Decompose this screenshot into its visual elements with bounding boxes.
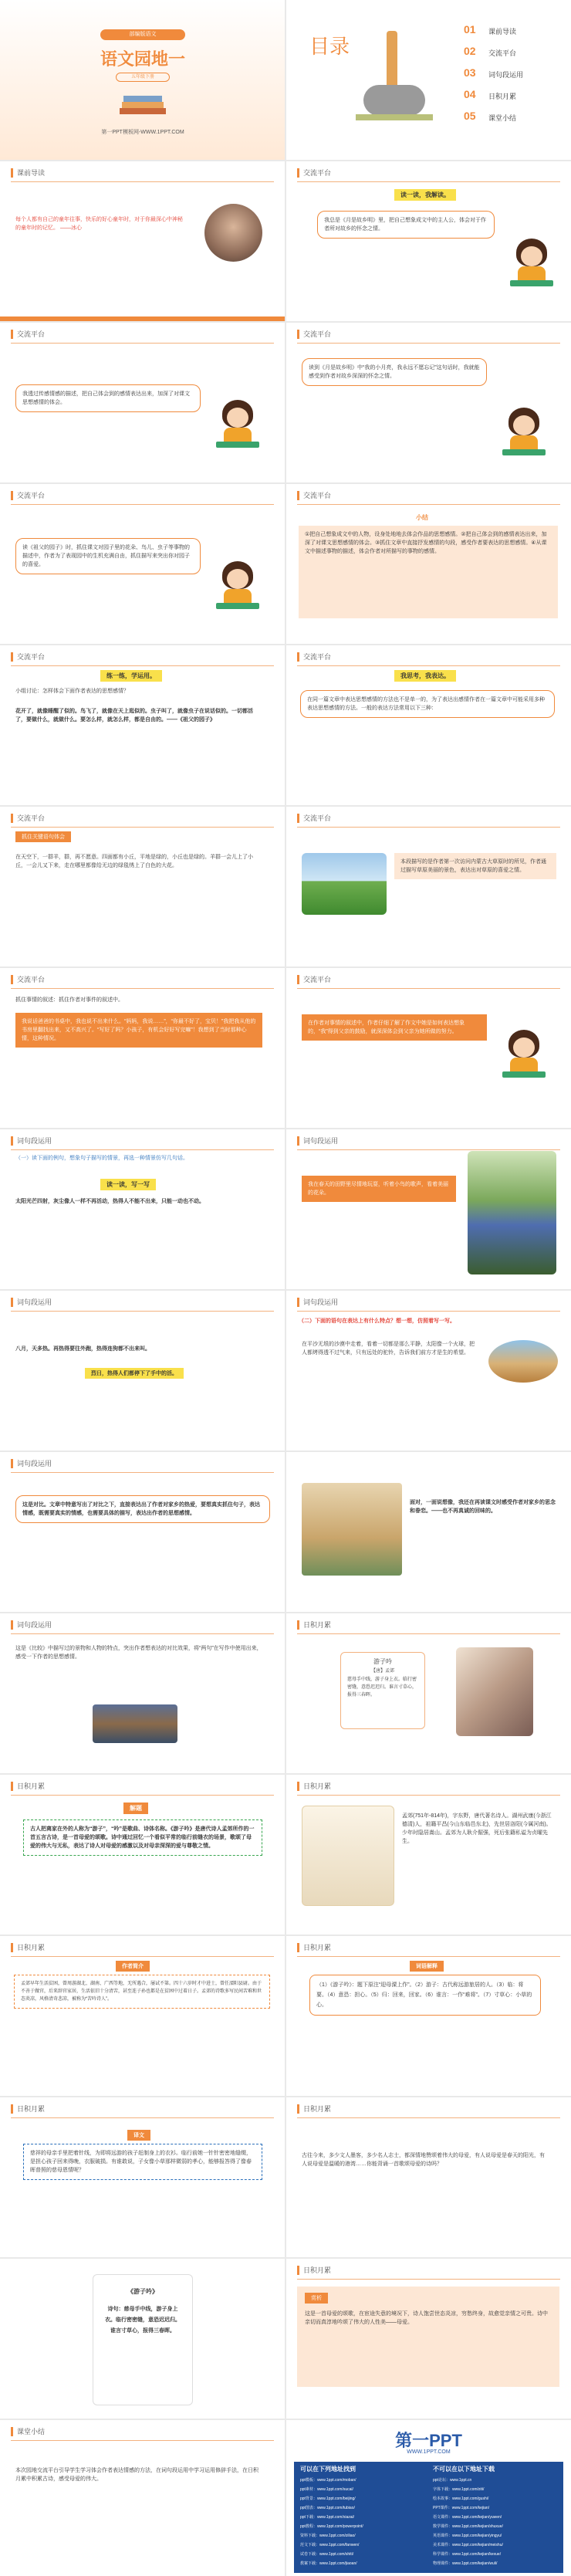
toc-item-2[interactable]: 交流平台 bbox=[488, 49, 517, 57]
slide-header bbox=[0, 2425, 285, 2439]
slide-exchange-9[interactable] bbox=[0, 968, 285, 1128]
toc-num-3: 03 bbox=[464, 66, 476, 79]
slide-daily-5[interactable] bbox=[286, 1936, 571, 2096]
grassland-photo bbox=[302, 853, 387, 915]
section-title: 课堂小结 bbox=[17, 2428, 46, 2436]
slide-header bbox=[0, 811, 285, 825]
ad-link[interactable]: 范文下载：www.1ppt.com/fanwen/ bbox=[300, 2543, 360, 2547]
section-title: 词句段运用 bbox=[17, 1621, 52, 1629]
translation-box: 慈祥的母亲手里把着针线，为即将远游的孩子赶制身上的衣衫。临行前她一针针密密地缝缀，是担心孩子回来得晚，衣服破损。有谁敢说，子女像小草那样微弱的孝心，能够报答得了像春晖普照的慈母恩情呢？ bbox=[23, 2144, 262, 2180]
intro-photo bbox=[204, 204, 262, 262]
exchange-text-box: 我透过传感情感的描述，把自己体会到的感情表达出来，加深了对课文思想感情的体会。 bbox=[15, 384, 201, 412]
section-title: 交流平台 bbox=[303, 330, 332, 338]
slide-words-1[interactable] bbox=[0, 1129, 285, 1289]
appreciation-badge: 赏析 bbox=[305, 2293, 328, 2304]
slide-exchange-4[interactable] bbox=[0, 484, 285, 644]
ad-link[interactable]: ppt素材：www.1ppt.com/sucai/ bbox=[300, 2487, 353, 2492]
section-title: 交流平台 bbox=[303, 814, 332, 822]
poem-title: 游子吟 bbox=[373, 1658, 392, 1665]
slide-header bbox=[286, 1295, 571, 1309]
slide-header bbox=[286, 2263, 571, 2277]
slide-header bbox=[0, 1134, 285, 1148]
section-title: 词句段运用 bbox=[17, 1137, 52, 1145]
slide-header bbox=[286, 327, 571, 341]
slide-cover[interactable] bbox=[0, 0, 285, 160]
example-sentence: 在平沙无垠的沙漠中走着，看着一切都是那么平静，太阳像一个火球，把人都烤得透不过气来，只有远处的驼铃，告诉我们前方才是生的希望。 bbox=[302, 1342, 475, 1356]
method-intro: 抓住事情的叙述：抓住作者对事件的叙述中。 bbox=[15, 997, 123, 1003]
slide-header bbox=[286, 811, 571, 825]
cover-grade: 五年级下册 bbox=[116, 73, 170, 82]
poem-author: 【唐】孟郊 bbox=[370, 1669, 394, 1674]
poet-bio: 孟郊(751年-814年)，字东野，唐代著名诗人。湖州武康(今浙江德清)人，祖籍平昌(今山东临邑东北)，先世居洛阳(今属河南)。少年时隐居嵩山。孟郊为人耿介倔强，死后张籍私谥为贞曜先生。 bbox=[402, 1813, 552, 1844]
ad-link[interactable]: 英语课件：www.1ppt.com/kejian/yingyu/ bbox=[433, 2534, 502, 2538]
activity-badge: 我思考，我表达。 bbox=[394, 670, 456, 682]
vocab-badge: 词语解释 bbox=[410, 1961, 444, 1972]
slide-daily-1[interactable] bbox=[286, 1613, 571, 1773]
slide-daily-6[interactable] bbox=[0, 2097, 285, 2257]
translation-badge: 译文 bbox=[127, 2130, 150, 2141]
slide-ad[interactable] bbox=[286, 2420, 571, 2576]
discussion-text: 古往今来，多少文人墨客，多少名人志士，都深情地赞颂着伟大的母爱，有人说母爱是春天的阳光，有人说母爱是温暖的港湾……你能背诵一首歌颂母爱的诗吗？ bbox=[302, 2153, 545, 2167]
slide-header bbox=[0, 1618, 285, 1632]
vocab-list: （1）《游子吟》：题下原注“迎母溧上作”。（2）游子：古代称远游旅居的人。（3）临：将要。（4）意恐：担心。（5）归：回来，回家。（6）谁言：一作“难将”。（7）寸草心：小草的心。 bbox=[309, 1975, 541, 2016]
section-title: 日积月累 bbox=[303, 2105, 332, 2113]
slide-exchange-2[interactable] bbox=[0, 323, 285, 482]
student-illustration bbox=[510, 239, 553, 288]
toc-title: 目录 bbox=[309, 35, 350, 58]
passage-text: 在天空下，一群羊，群，再不愿意。四面都有小丘，平地是绿的，小丘也是绿的。羊群一会儿上了小丘，一会儿又下来，走在哪里都像给无边的绿毯绣上了白色的大花。 bbox=[15, 855, 253, 868]
section-title: 交流平台 bbox=[17, 492, 46, 499]
exchange-text-box: 读《祖父的园子》时，抓住课文对园子里的花朵、鸟儿、虫子等事物的描述中，作者为了表现园中的生机充满自由，抓住描写来突出你对园子的喜爱。 bbox=[15, 538, 201, 574]
slide-header bbox=[286, 650, 571, 664]
slide-header bbox=[286, 1941, 571, 1955]
exchange-text-box: 我总是《月是故乡明》里，把自己想象成文中的主人公，体会对于作者所对故乡的怀念之情。 bbox=[317, 211, 495, 239]
section-title: 词句段运用 bbox=[303, 1137, 339, 1145]
exercise-question: （一）读下面的例句，想象句子描写的情景，再选一种情景仿写几句话。 bbox=[15, 1156, 188, 1161]
poem-scroll-title: 《游子吟》 bbox=[127, 2288, 158, 2295]
section-title: 日积月累 bbox=[17, 1782, 46, 1790]
slide-header bbox=[286, 489, 571, 503]
intro-quote: 每个人都有自己的童年往事，快乐的好心童年时，对于你最深心中神秘的童年时的记忆。 ——冰心 bbox=[15, 217, 183, 231]
flower-photo bbox=[468, 1151, 556, 1274]
ad-link[interactable]: 字体下载：www.1ppt.com/ziti/ bbox=[433, 2487, 485, 2492]
section-title: 交流平台 bbox=[303, 976, 332, 983]
ad-link[interactable]: PPT课件：www.1ppt.com/kejian/ bbox=[433, 2506, 490, 2510]
slide-words-6[interactable] bbox=[286, 1452, 571, 1612]
explain-badge: 解题 bbox=[123, 1803, 148, 1814]
slide-intro[interactable] bbox=[0, 161, 285, 321]
ad-link[interactable]: ppt模板：www.1ppt.com/moban/ bbox=[300, 2478, 356, 2483]
section-title: 日积月累 bbox=[303, 1621, 332, 1629]
ad-link[interactable]: 物理课件：www.1ppt.com/kejian/wuli/ bbox=[433, 2561, 498, 2566]
slide-header bbox=[0, 1941, 285, 1955]
ad-link[interactable]: 科学课件：www.1ppt.com/kejian/kexue/ bbox=[433, 2552, 502, 2557]
slide-exchange-6[interactable] bbox=[286, 645, 571, 805]
activity-badge: 烈日，热得人们都停下了手中的活。 bbox=[85, 1368, 184, 1379]
slide-words-5[interactable] bbox=[0, 1452, 285, 1612]
slide-exchange-3[interactable] bbox=[286, 323, 571, 482]
section-title: 词句段运用 bbox=[17, 1460, 52, 1467]
slide-header bbox=[0, 327, 285, 341]
slide-exchange-summary[interactable] bbox=[286, 484, 571, 644]
poem-card bbox=[340, 1652, 425, 1729]
slide-header bbox=[286, 973, 571, 987]
ad-link[interactable]: 教案下载：www.1ppt.com/jiaoan/ bbox=[300, 2561, 357, 2566]
section-title: 词句段运用 bbox=[17, 1298, 52, 1306]
ad-link[interactable]: 语文课件：www.1ppt.com/kejian/yuwen/ bbox=[433, 2515, 502, 2520]
slide-header bbox=[0, 166, 285, 180]
appreciation-panel bbox=[297, 2287, 559, 2387]
example-sentence: 八月，天多热。再热得要往外跑，热得连狗都不出来叫。 bbox=[15, 1346, 150, 1352]
poet-portrait bbox=[302, 1806, 394, 1906]
slide-daily-7[interactable] bbox=[286, 2097, 571, 2257]
ad-link[interactable]: 美术课件：www.1ppt.com/kejian/meishu/ bbox=[433, 2543, 503, 2547]
toc-item-4[interactable]: 日积月累 bbox=[488, 93, 517, 100]
toc-giraffe-illustration bbox=[356, 31, 433, 124]
slide-daily-2[interactable] bbox=[0, 1775, 285, 1935]
slide-header bbox=[0, 973, 285, 987]
scroll-painting bbox=[302, 1483, 402, 1576]
ad-link[interactable]: ppt下载：www.1ppt.com/xiazai/ bbox=[300, 2515, 355, 2520]
author-badge: 作者简介 bbox=[116, 1961, 150, 1972]
slide-header bbox=[0, 489, 285, 503]
ad-link[interactable]: 资料下载：www.1ppt.com/ziliao/ bbox=[300, 2534, 356, 2538]
slide-words-4[interactable] bbox=[286, 1291, 571, 1450]
section-title: 交流平台 bbox=[303, 492, 332, 499]
ad-right-list bbox=[433, 2476, 560, 2568]
ad-link[interactable]: 数学课件：www.1ppt.com/kejian/shuxue/ bbox=[433, 2524, 503, 2529]
example-box: 我在春天的田野里尽情地玩耍，听着小鸟的歌声，看着美丽的花朵。 bbox=[302, 1176, 456, 1202]
slide-header bbox=[0, 1779, 285, 1793]
activity-badge: 读一读，我解读。 bbox=[394, 189, 456, 201]
student-illustration bbox=[216, 400, 259, 449]
slide-header bbox=[286, 1618, 571, 1632]
slide-header bbox=[0, 1457, 285, 1471]
slide-exchange-8[interactable] bbox=[286, 807, 571, 966]
activity-badge: 练一练，学运用。 bbox=[100, 670, 162, 682]
slide-daily-4[interactable] bbox=[0, 1936, 285, 2096]
section-title: 词句段运用 bbox=[303, 1298, 339, 1306]
ad-link[interactable]: ppt图表：www.1ppt.com/tubiao/ bbox=[300, 2506, 355, 2510]
slide-exchange-10[interactable] bbox=[286, 968, 571, 1128]
slide-header bbox=[286, 1779, 571, 1793]
passage-text: 花开了，就像睡醒了似的。鸟飞了，就像在天上逛似的。虫子叫了，就像虫子在说话似的。一切都活了，要做什么，就做什么。要怎么样，就怎么样，都是自由的。——《祖父的园子》 bbox=[15, 709, 253, 723]
section-title: 交流平台 bbox=[303, 653, 332, 661]
slide-exchange-5[interactable] bbox=[0, 645, 285, 805]
appreciation-text: 这是一首母爱的颂歌，在宦途失意的境况下，诗人饱尝世态炎凉，穷愁终身，故愈觉亲情之可贵。诗中亲切而真淳地吟颂了伟大的人性美——母爱。 bbox=[305, 2311, 548, 2325]
slide-daily-9[interactable] bbox=[286, 2259, 571, 2419]
section-title: 交流平台 bbox=[303, 169, 332, 177]
student-illustration bbox=[502, 408, 546, 457]
cover-books-illustration bbox=[116, 85, 170, 124]
ad-right-head: 不可以在以下地址下载 bbox=[433, 2466, 495, 2473]
exchange-text-box: 读到《月是故乡明》中“我的小月亮，我永远不愿忘记”这句话时，我就能感受到作者对故乡深深的怀念之情。 bbox=[302, 358, 487, 386]
slide-words-2[interactable] bbox=[286, 1129, 571, 1289]
slide-daily-8[interactable] bbox=[0, 2259, 285, 2419]
slide-words-3[interactable] bbox=[0, 1291, 285, 1450]
section-title: 交流平台 bbox=[17, 814, 46, 822]
cover-site: 第一PPT模板网-WWW.1PPT.COM bbox=[101, 130, 184, 135]
author-box: 孟郊早年生活贫困，曾周游湖北、湖南、广西等地，无所遇合，屡试不第。四十六岁时才中进士，曾任溧阳县尉。由于不善于做官，后来辞官家居，生活依旧十分清苦，甚至连子孙也都是在贫困中过着日子。孟郊的诗歌多写民间苦难和世态炎凉，风格清奇悲凉，被称为“苦吟诗人”。 bbox=[14, 1975, 270, 2009]
slide-header bbox=[0, 1295, 285, 1309]
section-title: 交流平台 bbox=[17, 976, 46, 983]
slide-exchange-7[interactable] bbox=[0, 807, 285, 966]
ad-link[interactable]: 绘本故事：www.1ppt.com/gushi/ bbox=[433, 2496, 489, 2501]
analysis-box: 本段描写的是作者第一次访问内蒙古大草原时的所见，作者通过描写草原美丽的景色，表达出对草原的喜爱之情。 bbox=[394, 853, 556, 879]
slide-header bbox=[286, 1134, 571, 1148]
activity-badge: 读一读，写一写 bbox=[100, 1179, 156, 1190]
exchange-text-box: 在同一篇文章中表达思想感情的方法也不是单一的，为了表达出感情作者在一篇文章中可能采用多种表达思想感情的方法。一般的表达方法常用以下三种： bbox=[300, 690, 555, 718]
toc-item-3[interactable]: 词句段运用 bbox=[488, 71, 524, 79]
discussion-question: 小组讨论：怎样体会下面作者表达的思想感情？ bbox=[15, 689, 129, 694]
toc-num-4: 04 bbox=[464, 88, 476, 100]
slide-daily-3[interactable] bbox=[286, 1775, 571, 1935]
method-tag: 抓住关键语句体会 bbox=[15, 831, 71, 842]
section-title: 交流平台 bbox=[17, 330, 46, 338]
slide-header bbox=[286, 166, 571, 180]
slide-summary[interactable] bbox=[0, 2420, 285, 2576]
section-title: 日积月累 bbox=[303, 1782, 332, 1790]
analysis-box: 这是对比。文章中特意写出了对比之下，直接表达出了作者对家乡的热爱，要想真实抓住句子，表达情感，既需要真实的情感，也需要具体的描写，表达出作者的思想感情。 bbox=[15, 1495, 270, 1523]
summary-badge: 小结 bbox=[416, 514, 428, 521]
section-title: 课前导读 bbox=[17, 169, 46, 177]
toc-num-1: 01 bbox=[464, 23, 476, 36]
exercise-question: （二）下面的语句在表达上有什么特点？想一想，仿照着写一写。 bbox=[299, 1318, 455, 1324]
ad-link[interactable]: ppt论坛：www.1ppt.cn bbox=[433, 2478, 472, 2483]
footer-band bbox=[0, 316, 285, 321]
student-illustration bbox=[502, 1030, 546, 1079]
student-illustration bbox=[216, 561, 259, 611]
summary-box: ①把自己想象成文中的人物，设身处地地去体会作品的思想感情。②把自己体会到的感情表达出来，加深了对课文思想感情的体会。③抓住文章中直接抒发感情的句段，感受作者要表达的思想感情。④从课文中描述事物的描述，体会作者对所描写的事物的感情。 bbox=[299, 526, 558, 618]
ad-site: WWW.1PPT.COM bbox=[407, 2449, 451, 2455]
poem-scroll bbox=[93, 2274, 193, 2405]
mother-sewing-photo bbox=[456, 1647, 533, 1736]
ad-left-head: 可以在下列地址找到 bbox=[300, 2466, 356, 2473]
summary-text: 本次园地交流平台引导学生学习体会作者表达情感的方法，在词句段运用中学习运用修辞手法，在日积月累中积累古诗，感受母爱的伟大。 bbox=[15, 2468, 258, 2482]
passage-box: 我说话爸爸的书桌中，我也说不出来什么。“妈妈，我说……”，“你最不好了，宝贝！”我把我从他的书房里翻找出来，又不高兴了。“写好了吗？小孩子，有机会好好写完嘛”！我想到了当时那种心情，这种情况。 bbox=[15, 1013, 262, 1048]
cover-tag: 部编版语文 bbox=[100, 29, 185, 40]
analysis-text: 面对，一面说想像，我还在再读课文时感受作者对家乡的思念和眷恋。——也不再真诚的回味的。 bbox=[410, 1500, 556, 1514]
section-title: 日积月累 bbox=[303, 1944, 332, 1951]
section-title: 日积月累 bbox=[17, 2105, 46, 2113]
slide-exchange-1[interactable] bbox=[286, 161, 571, 321]
explain-box: 古人把离家在外的人称为“游子”，“吟”是歌曲、诗体名称。《游子吟》是唐代诗人孟郊所作的一首五言古诗，是一首母爱的颂歌。诗中通过回忆一个看似平常的临行前缝衣的场景，歌颂了母爱的伟大与无私，表达了诗人对母爱的感激以及对母亲深深的爱与尊敬之情。 bbox=[23, 1819, 262, 1856]
poem-body: 慈母手中线，游子身上衣。临行密密缝，意恐迟迟归。谁言寸草心，报得三春晖。 bbox=[347, 1677, 417, 1698]
slide-words-7[interactable] bbox=[0, 1613, 285, 1773]
ad-link[interactable]: ppt背景：www.1ppt.com/beijing/ bbox=[300, 2496, 356, 2501]
slide-header bbox=[0, 650, 285, 664]
slide-header bbox=[0, 2102, 285, 2116]
analysis-box: 在作者对事情的叙述中，作者仔细了解了作文中她是如何表达想象的，“我”得到父亲的鼓励，就深深体会到父亲为她所做的努力。 bbox=[302, 1014, 487, 1041]
ad-left-list bbox=[300, 2476, 427, 2568]
analysis-text: 这是《比较》中描写过的景物和人物的特点，突出作者想表达的对比效果，将“两句”在写作中使用出来，感受一下作者的思想感情。 bbox=[15, 1646, 262, 1660]
ad-link[interactable]: 试卷下载：www.1ppt.com/shiti/ bbox=[300, 2552, 354, 2557]
ad-panel bbox=[294, 2462, 563, 2573]
desert-photo bbox=[488, 1340, 558, 1383]
section-title: 日积月累 bbox=[17, 1944, 46, 1951]
toc-num-5: 05 bbox=[464, 110, 476, 122]
ad-logo: 第一PPT bbox=[395, 2431, 462, 2450]
section-title: 日积月累 bbox=[303, 2266, 332, 2274]
example-sentence: 太阳光芒四射，灰尘像人一样不再活动，热得人不能不出来，只能一动也不动。 bbox=[15, 1199, 204, 1204]
toc-item-1[interactable]: 课前导读 bbox=[488, 28, 517, 36]
poem-scroll-body: 诗句：慈母手中线，游子身上衣。临行密密缝，意恐迟迟归。谁言寸草心，报得三春晖。 bbox=[105, 2307, 181, 2334]
cover-title: 语文园地一 bbox=[100, 49, 185, 69]
ad-link[interactable]: ppt教程：www.1ppt.com/powerpoint/ bbox=[300, 2524, 363, 2529]
section-title: 交流平台 bbox=[17, 653, 46, 661]
river-painting bbox=[93, 1704, 177, 1743]
slide-header bbox=[286, 2102, 571, 2116]
toc-num-2: 02 bbox=[464, 45, 476, 57]
slide-toc[interactable] bbox=[286, 0, 571, 160]
toc-item-5[interactable]: 课堂小结 bbox=[488, 114, 517, 122]
